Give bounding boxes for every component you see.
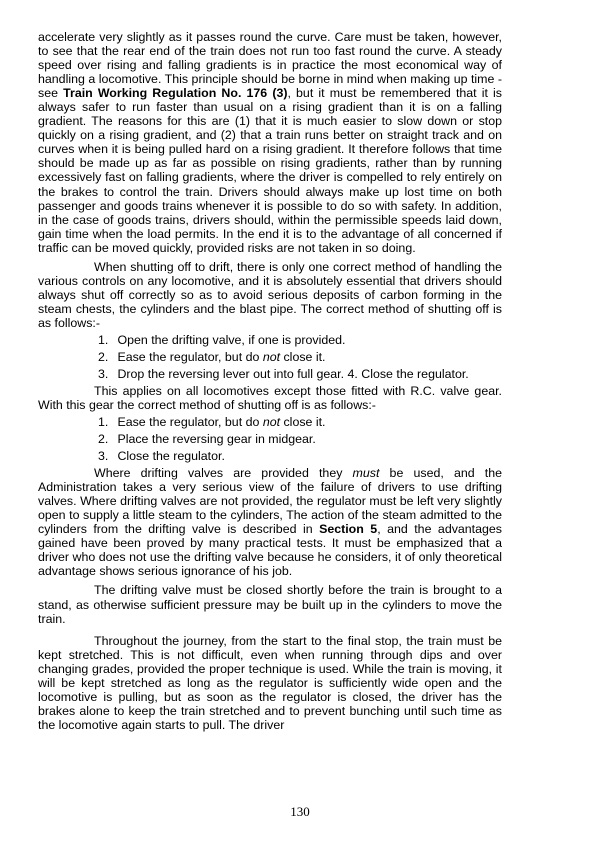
list-item: 2. Ease the regulator, but do not close it. bbox=[98, 349, 326, 364]
paragraph-4: Where drifting valves are provided they must be used, and the Administration takes a very serious view of the failure of drivers to use drifting valves. Where drifting valves are not provided, the regulator must be left very slightly open to supply a little steam to the cylinders, The action of the steam admitted to the cylinders from the drifting valve is described in Section 5, and the advantages gained have been proved by many practical tests. It must be emphasized that a driver who does not use the drifting valve because he considers, it of only theoretical advantage shows serious ignorance of his job. bbox=[38, 466, 502, 579]
paragraph-6: Throughout the journey, from the start to the final stop, the train must be kept stretched. This is not difficult, even when running through dips and over changing grades, provided the proper technique is used. While the train is moving, it will be kept stretched as long as the regulator is sufficiently wide open and the locomotive is pulling, but as soon as the regulator is closed, the driver has the brakes alone to keep the train stretched and to prevent bunching until such time as the locomotive again starts to pull. The driver bbox=[38, 633, 502, 732]
list-item: 1. Ease the regulator, but do not close it. bbox=[98, 415, 326, 430]
paragraph-5: The drifting valve must be closed shortly before the train is brought to a stand, as otherwise sufficient pressure may be built up in the cylinders to move the train. bbox=[38, 583, 502, 626]
regulation-reference: Train Working Regulation No. 176 (3) bbox=[63, 86, 288, 101]
section-reference: Section 5 bbox=[319, 522, 378, 537]
page-number: 130 bbox=[290, 804, 310, 819]
list-item: 2. Place the reversing gear in midgear. bbox=[98, 432, 316, 447]
list-item: 3. Drop the reversing lever out into full gear. 4. Close the regulator. bbox=[98, 366, 469, 381]
paragraph-1-text-c: , but it must be remembered that it is always safer to run faster than usual on a rising gradient than it is on a falling gradient. The reasons for this are (1) that it is much easier to slow down or stop quickly on a rising gradient, and (2) that a train runs better on straight track and on curves when it is being pulled hard on a rising gradient. It therefore follows that time should be made up as far as possible on rising gradients, rather than by running excessively fast on falling gradients, where the driver is compelled to rely entirely on the brakes to control the train. Drivers should always make up lost time on both passenger and goods trains whenever it is possible to do so with safety. In addition, in the case of goods trains, drivers should, within the permissible speeds laid down, gain time when the load permits. In the end it is to the advantage of all concerned if traffic can be moved quickly, provided risks are not taken in so doing. bbox=[38, 86, 503, 255]
paragraph-3: This applies on all locomotives except those fitted with R.C. valve gear. With this gear the correct method of shutting off is as follows:- bbox=[38, 383, 502, 413]
list-item: 1. Open the drifting valve, if one is provided. bbox=[98, 332, 346, 347]
paragraph-2: When shutting off to drift, there is only one correct method of handling the various controls on any locomotive, and it is absolutely essential that drivers should always shut off correctly so as to avoid serious deposits of carbon forming in the steam chests, the cylinders and the blast pipe. The correct method of shutting off is as follows:- bbox=[38, 259, 502, 330]
paragraph-1 bbox=[38, 30, 502, 255]
paragraph-1-text-a: accelerate very slightly as it passes round the curve. Care must be taken, however, to see that the rear end of the train does not run too fast round the curve. A steady speed over rising and falling gradients is in practice the most economical way of handling a locomotive. This principle should be borne in mind when making up time - see bbox=[38, 30, 502, 101]
list-item: 3. Close the regulator. bbox=[98, 449, 225, 464]
emphasis-must: must bbox=[352, 466, 380, 481]
page-body bbox=[38, 30, 502, 732]
shutoff-list-2 bbox=[38, 415, 502, 463]
shutoff-list-1 bbox=[38, 333, 502, 381]
